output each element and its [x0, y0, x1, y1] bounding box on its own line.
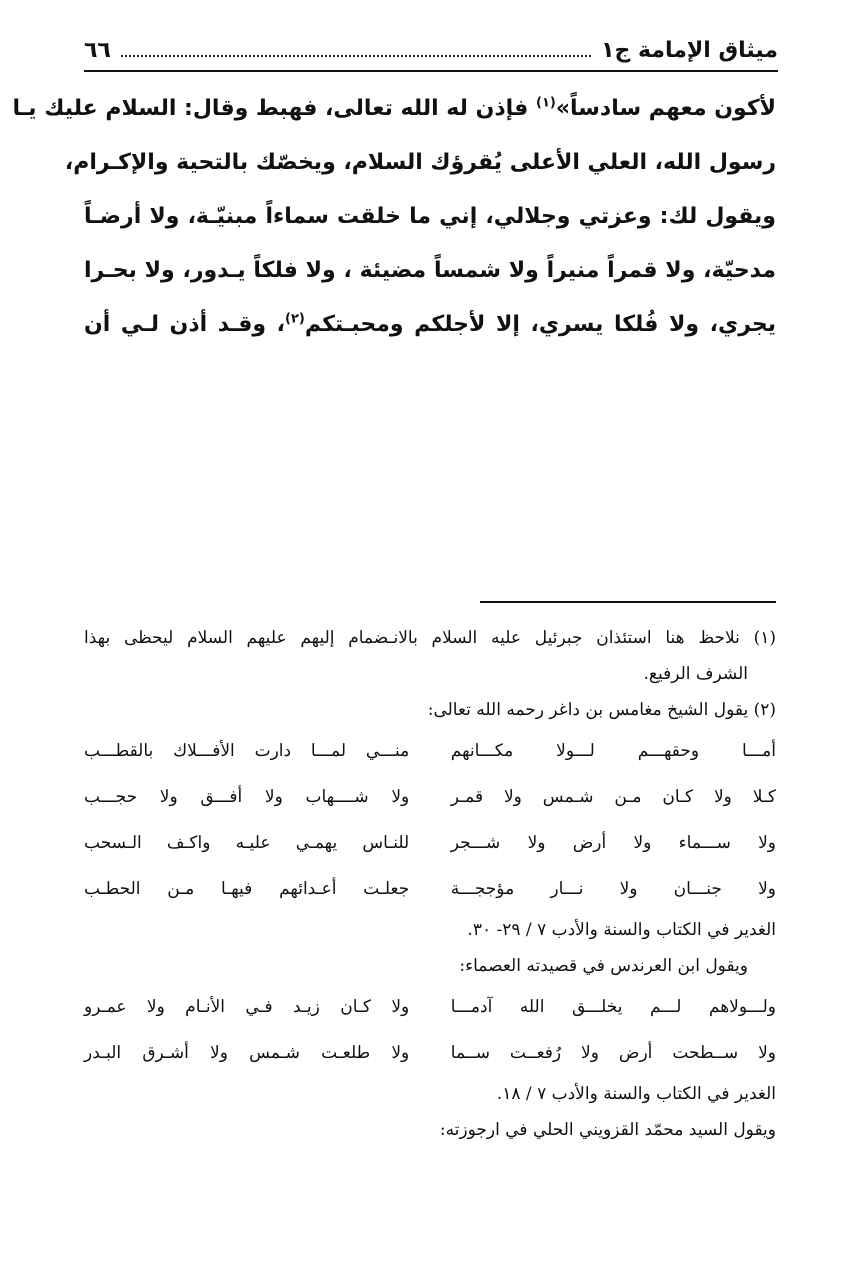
verse-first-hemistich: ولا ســطحت أرض ولا رُفعــت ســما [450, 1043, 776, 1063]
footnote-separator [480, 601, 776, 603]
verse-first-hemistich: ولـــولاهم لـــم يخلـــق الله آدمـــا [450, 997, 776, 1017]
verse-row [84, 728, 776, 774]
source-citation-2: الغدير في الكتاب والسنة والأدب ٧ / ١٨. [496, 1084, 776, 1104]
verses-1 [84, 728, 776, 912]
verse-second-hemistich: ولا طلعـت شـمس ولا أشـرق البـدر [84, 1043, 410, 1063]
verse-first-hemistich: ولا جنـــان ولا نـــار مؤججـــة [450, 879, 776, 899]
header-dot-leader [121, 55, 591, 57]
verse-row [84, 1030, 776, 1076]
footnote-1-line-1: (١) نلاحظ هنا استئذان جبرئيل عليه السلام بالانـضمام إليهم عليهم السلام ليحظى بهذا [84, 628, 776, 648]
verse-row [84, 984, 776, 1030]
verses-2 [84, 984, 776, 1076]
footnote-2-intro: (٢) يقول الشيخ مغامس بن داغر رحمه الله تعالى: [427, 700, 776, 720]
body-line-1: لأكون معهم سادساً»$^{(١)}$ فإذن له الله تعالى، فهبط وقال: السلام عليك يـا [12, 95, 776, 121]
body-line-4: مدحيّة، ولا قمراً منيراً ولا شمساً مضيئة ، ولا فلكاً يـدور، ولا بحـرا [84, 258, 776, 283]
verse-row [84, 820, 776, 866]
intro-ibn-al-arandas: ويقول ابن العرندس في قصيدته العصماء: [459, 956, 748, 976]
source-citation-1: الغدير في الكتاب والسنة والأدب ٧ / ٢٩- ٣٠. [467, 920, 776, 940]
intro-qazwini: ويقول السيد محمّد القزويني الحلي في ارجوزته: [439, 1120, 776, 1140]
verse-second-hemistich: ولا كـان زيـد فـي الأنـام ولا عمـرو [84, 997, 410, 1017]
body-line-5: يجري، ولا فُلكا يسري، إلا لأجلكم ومحبـتكم$^{(٢)}$، وقـد أذن لـي أن [84, 311, 776, 337]
verse-second-hemistich: للنـاس يهمـي عليـه واكـف الـسحب [84, 833, 410, 853]
running-header [84, 30, 778, 70]
body-line-3: ويقول لك: وعزتي وجلالي، إني ما خلقت سماءاً مبنيّـة، ولا أرضـاً [84, 204, 776, 229]
verse-second-hemistich: منـــي لمـــا دارت الأفـــلاك بالقطـــب [84, 741, 410, 761]
body-line-2: رسول الله، العلي الأعلى يُقرؤك السلام، ويخصّك بالتحية والإكـرام، [64, 150, 776, 175]
verse-first-hemistich: كـلا ولا كـان مـن شـمس ولا قمـر [450, 787, 776, 807]
verse-second-hemistich: ولا شــــهاب ولا أفـــق ولا حجـــب [84, 787, 410, 807]
verse-row [84, 866, 776, 912]
footnote-ref-2[interactable]: (٢) [285, 311, 305, 327]
footnote-ref-1[interactable]: (١) [535, 95, 556, 111]
verse-second-hemistich: جعلـت أعـدائهم فيهـا مـن الحطـب [84, 879, 410, 899]
book-title: ميثاق الإمامة ج١ [601, 37, 778, 63]
verse-first-hemistich: أمـــا وحقهـــم لـــولا مكـــانهم [450, 741, 776, 761]
verse-first-hemistich: ولا ســـماء ولا أرض ولا شـــجر [450, 833, 776, 853]
footnote-1-line-2: الشرف الرفيع. [643, 664, 748, 684]
verse-row [84, 774, 776, 820]
footnotes [84, 620, 776, 1148]
main-text [12, 82, 776, 352]
header-rule [84, 70, 778, 72]
page-number: ٦٦ [84, 37, 111, 63]
